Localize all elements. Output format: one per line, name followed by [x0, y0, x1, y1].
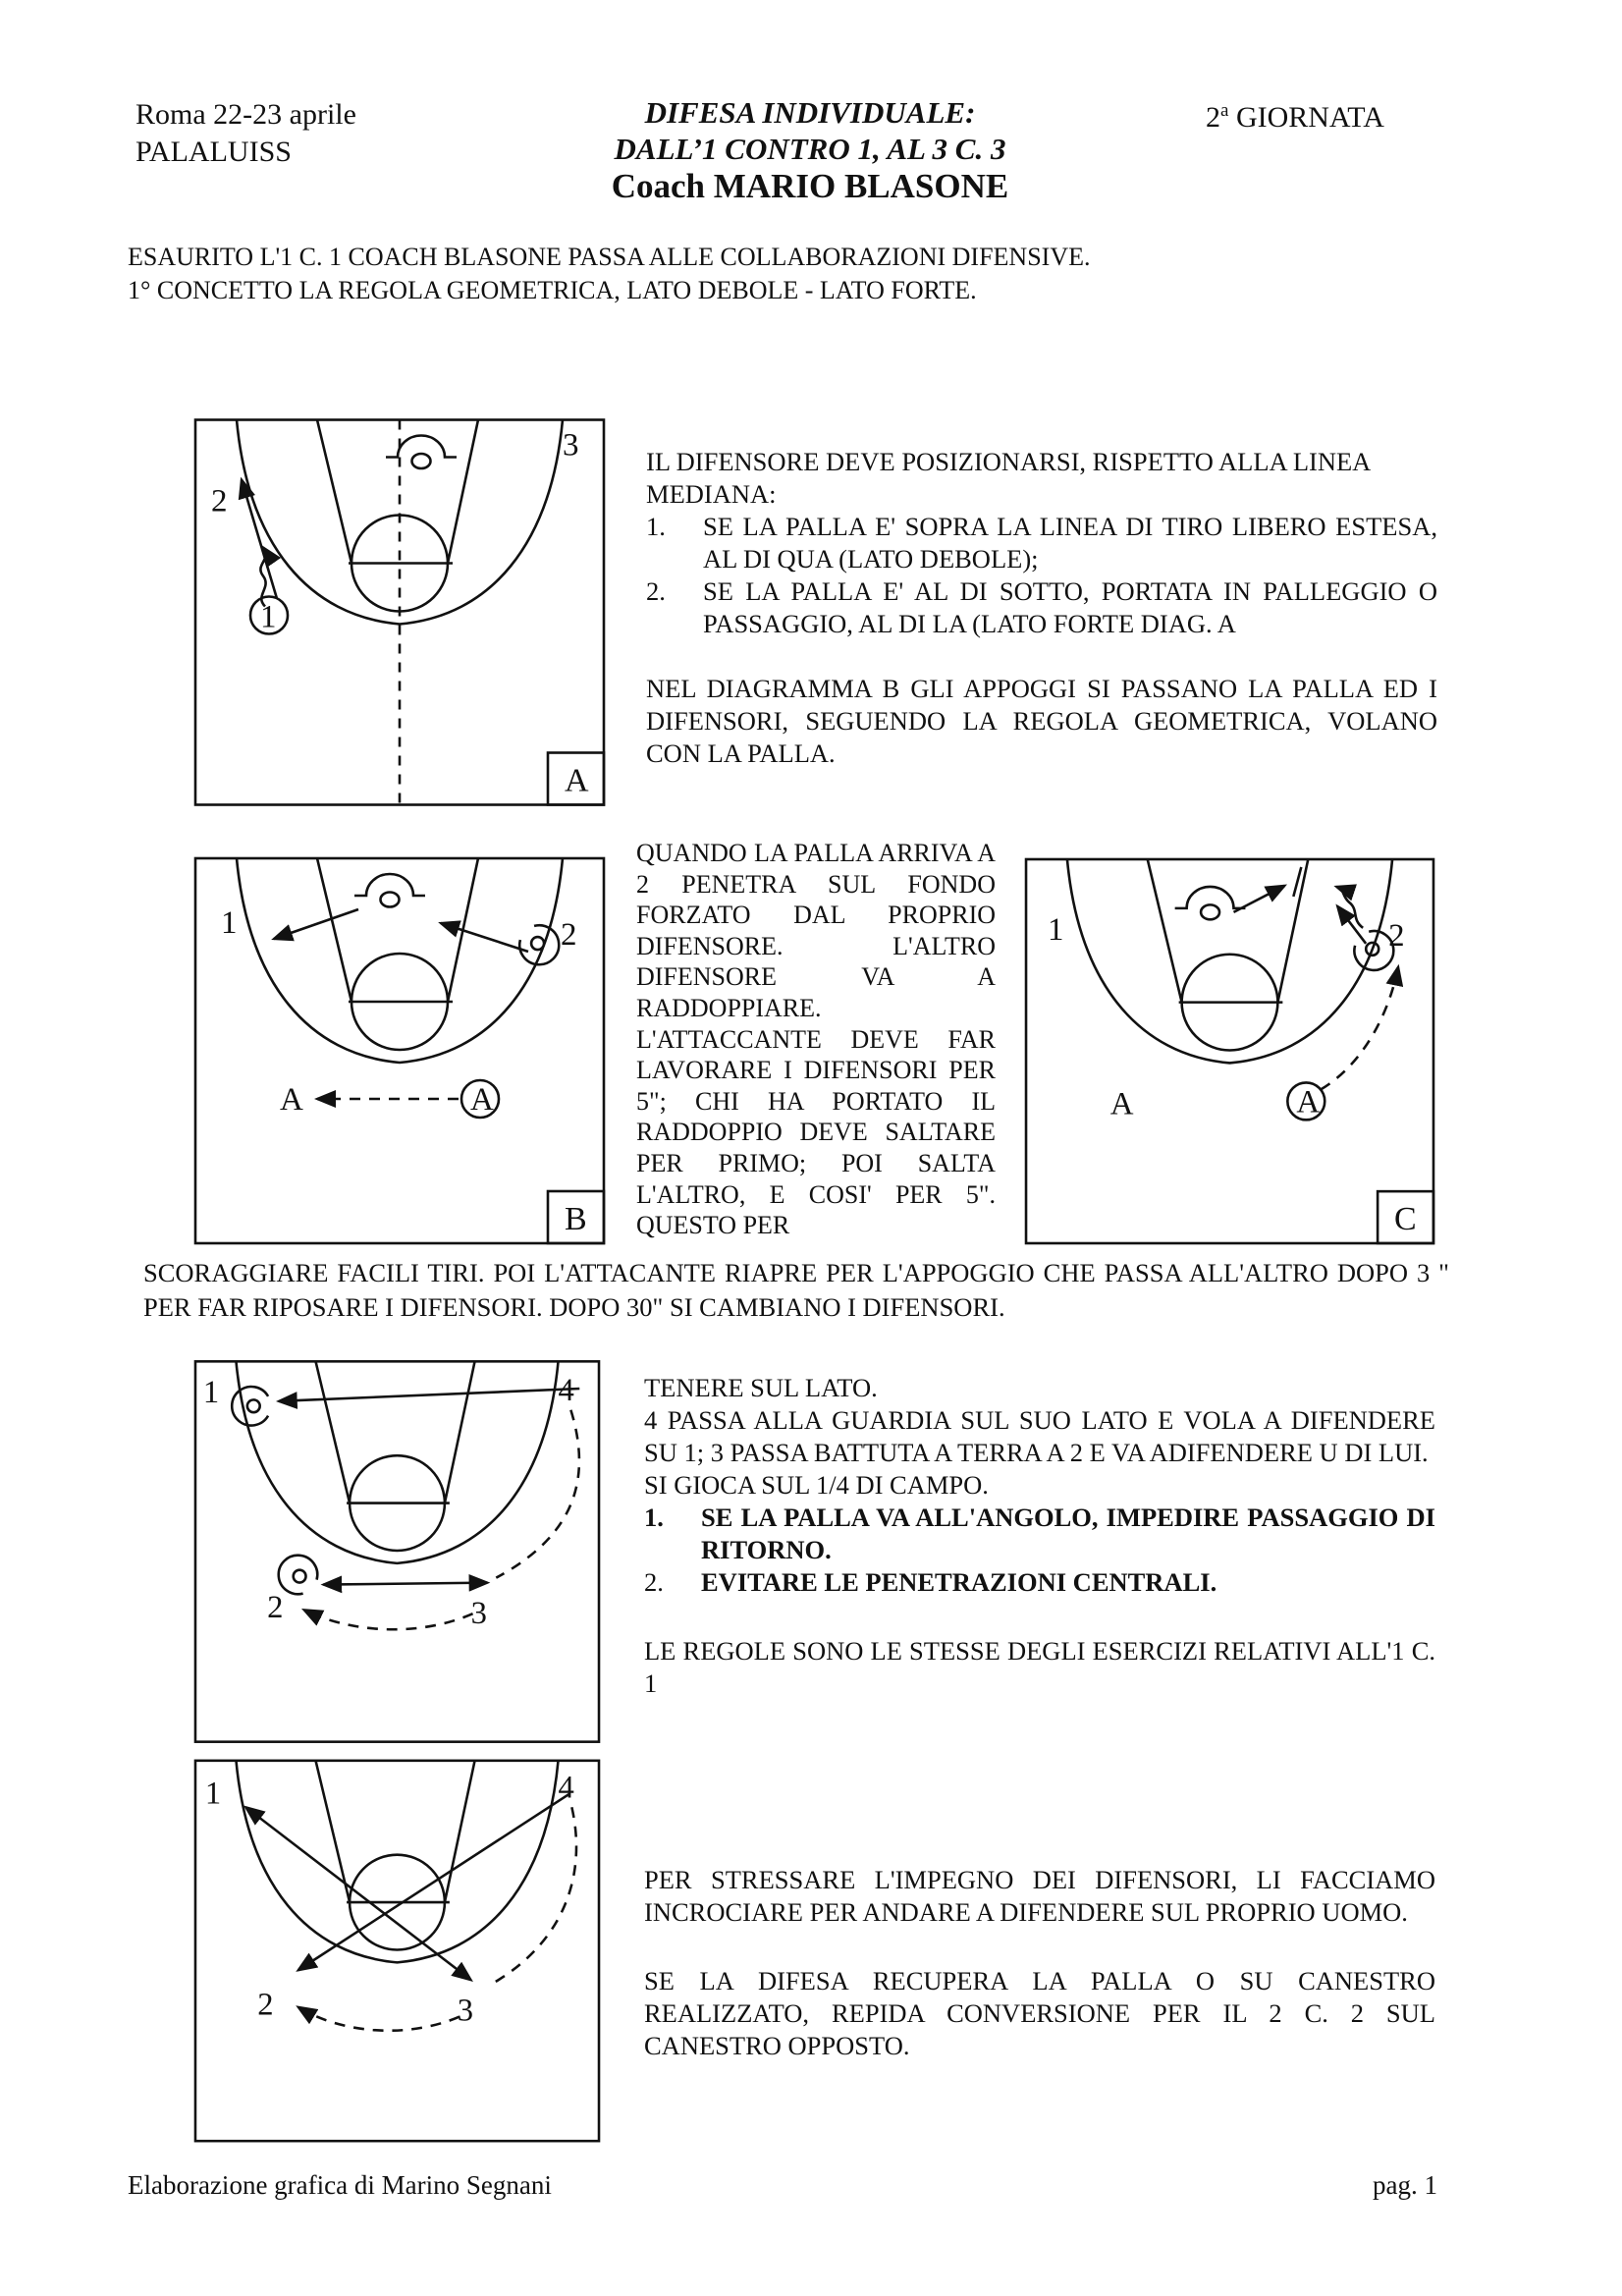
bounce-pass-3-to-2 — [298, 2007, 460, 2031]
footer-credit: Elaborazione grafica di Marino Segnani — [128, 2170, 552, 2200]
force-arrow — [1337, 906, 1366, 944]
title-line-1: DIFESA INDIVIDUALE: — [644, 95, 976, 130]
player-label-1: 1 — [260, 599, 277, 635]
diagram-letter: A — [565, 762, 589, 799]
player-label-3: 3 — [457, 1993, 474, 2029]
appoggio-label-a: A — [280, 1082, 303, 1118]
three-point-arc — [1067, 859, 1392, 1063]
giornata-label: GIORNATA — [1228, 101, 1384, 134]
intro-line-1: ESAURITO L'1 C. 1 COACH BLASONE PASSA ALLE COLLABORAZIONI DIFENSIVE. — [128, 243, 1091, 271]
section-e-para-2: SE LA DIFESA RECUPERA LA PALLA O SU CANESTRO REALIZZATO, REPIDA CONVERSIONE PER IL 2 C. 2 SUL CANESTRO OPPOSTO. — [644, 1966, 1435, 2060]
title-line-2: DALL’1 CONTRO 1, AL 3 C. 3 — [614, 132, 1006, 166]
giornata-number: 2 — [1206, 101, 1220, 134]
rotate-arrow — [1233, 886, 1284, 912]
section-a-intro: IL DIFENSORE DEVE POSIZIONARSI, RISPETTO ALLA LINEA MEDIANA: — [646, 447, 1370, 509]
defender-icon — [232, 1387, 268, 1426]
player-label-3: 3 — [563, 427, 579, 464]
section-d-para-2: LE REGOLE SONO LE STESSE DEGLI ESERCIZI RELATIVI ALL'1 C. 1 — [644, 1636, 1435, 1698]
appoggio-circled-a: A — [1296, 1084, 1321, 1121]
section-d-para-1: 4 PASSA ALLA GUARDIA SUL SUO LATO E VOLA A DIFENDERE SU 1; 3 PASSA BATTUTA A TERRA A 2 E VA ADIFENDERE U DI LUI. — [644, 1405, 1435, 1467]
section-a-para-2: NEL DIAGRAMMA B GLI APPOGGI SI PASSANO LA PALLA ED I DIFENSORI, SEGUENDO LA REGOLA GEOMETRICA, VOLANO CON LA PALLA. — [646, 674, 1437, 768]
player-label-2: 2 — [561, 917, 577, 953]
header-giornata — [1206, 100, 1384, 135]
player-label-4: 4 — [558, 1770, 574, 1806]
diagram-c-court — [1023, 857, 1436, 1245]
section-a-item-2 — [646, 575, 1437, 640]
basket-icon — [1175, 887, 1246, 919]
key-lines — [316, 1761, 475, 1902]
diagram-letter: B — [565, 1201, 587, 1237]
basket-icon — [386, 436, 457, 469]
section-a-text — [646, 446, 1437, 770]
basket-icon — [354, 874, 425, 907]
diagram-b-court — [193, 856, 606, 1245]
pass-path-4-to-3 — [490, 1807, 576, 1985]
item-number: 2. — [646, 576, 666, 606]
section-bc-full-text: SCORAGGIARE FACILI TIRI. POI L'ATTACANTE RIAPRE PER L'APPOGGIO CHE PASSA ALL'ALTRO DOPO 3 " PER FAR RIPOSARE I DIFENSORI. DOPO 30" SI CAMBIANO I DIFENSORI. — [143, 1258, 1449, 1322]
diagram-a-court — [193, 417, 606, 807]
section-bc-middle-text: QUANDO LA PALLA ARRIVA A 2 PENETRA SUL FONDO FORZATO DAL PROPRIO DIFENSORE. L'ALTRO DIFENSORE VA A RADDOPPIARE. L'ATTACCANTE DEVE FAR LAVORARE I DIFENSORI PER 5"; CHI HA PORTATO IL RADDOPPIO DEVE SALTARE PER PRIMO; POI SALTA L'ALTRO, E COSI' PER 5". QUESTO PER — [636, 839, 996, 1240]
event-venue: PALALUISS — [135, 136, 292, 168]
key-lines — [317, 420, 478, 564]
diagram-d-court — [193, 1358, 601, 1745]
section-d-line-1: TENERE SUL LATO. — [644, 1373, 878, 1402]
player-label-2: 2 — [257, 1987, 274, 2023]
fly-arrow-to-1 — [274, 909, 358, 939]
footer-page-number: pag. 1 — [1373, 2170, 1437, 2200]
section-d-text — [644, 1372, 1435, 1700]
section-e-para-1: PER STRESSARE L'IMPEGNO DEI DIFENSORI, LI FACCIAMO INCROCIARE PER ANDARE A DIFENDERE SUL PROPRIO UOMO. — [644, 1865, 1435, 1927]
player-label-2: 2 — [1388, 917, 1405, 954]
item-text: EVITARE LE PENETRAZIONI CENTRALI. — [701, 1567, 1217, 1597]
exchange-arrow-2-3 — [323, 1583, 487, 1585]
section-a-item-1 — [646, 511, 1437, 575]
player-label-4: 4 — [558, 1372, 574, 1408]
key-lines — [1148, 859, 1309, 1003]
defender-icon — [514, 919, 568, 973]
three-point-arc — [237, 858, 563, 1063]
item-number: 2. — [644, 1567, 664, 1597]
three-point-arc — [236, 1761, 558, 1963]
section-e-text — [644, 1864, 1435, 2062]
item-text: SE LA PALLA E' AL DI SOTTO, PORTATA IN PALLEGGIO O PASSAGGIO, AL DI LA (LATO FORTE DIAG. A — [703, 576, 1437, 638]
appoggio-circled-a: A — [470, 1082, 494, 1118]
diagram-e-court — [193, 1758, 601, 2144]
player-label-3: 3 — [470, 1596, 487, 1632]
cross-arrow-4-2 — [298, 1793, 570, 1970]
item-number: 1. — [644, 1503, 664, 1532]
event-date: Roma 22-23 aprile — [135, 98, 356, 131]
player-label-1: 1 — [202, 1374, 220, 1410]
diagram-letter: C — [1394, 1201, 1417, 1238]
pass-path-4-to-3 — [496, 1410, 579, 1578]
item-number: 1. — [646, 512, 666, 541]
pass-arrow-a-to-2 — [1321, 967, 1398, 1090]
item-text: SE LA PALLA E' SOPRA LA LINEA DI TIRO LIBERO ESTESA, AL DI QUA (LATO DEBOLE); — [703, 512, 1437, 574]
player-label-2: 2 — [211, 483, 228, 519]
fly-arrow-to-2 — [441, 923, 528, 952]
giornata-ordinal: a — [1220, 100, 1229, 121]
section-d-item-1 — [644, 1502, 1435, 1566]
intro-line-2: 1° CONCETTO LA REGOLA GEOMETRICA, LATO DEBOLE - LATO FORTE. — [128, 276, 977, 304]
bounce-pass-3-to-2 — [304, 1610, 473, 1629]
item-text: SE LA PALLA VA ALL'ANGOLO, IMPEDIRE PASSAGGIO DI RITORNO. — [701, 1503, 1435, 1564]
player-label-1: 1 — [1047, 911, 1064, 948]
key-lines — [316, 1361, 475, 1503]
player-label-1: 1 — [221, 905, 238, 941]
title-coach: Coach MARIO BLASONE — [611, 167, 1009, 205]
appoggio-label-a: A — [1109, 1086, 1134, 1122]
player-label-1: 1 — [204, 1776, 222, 1812]
header-left — [135, 96, 356, 171]
key-lines — [317, 858, 478, 1002]
section-d-item-2 — [644, 1566, 1435, 1599]
section-d-line-2: SI GIOCA SUL 1/4 DI CAMPO. — [644, 1470, 989, 1500]
player-label-2: 2 — [267, 1590, 284, 1626]
intro-paragraph — [128, 241, 1090, 307]
header-title — [461, 94, 1159, 206]
